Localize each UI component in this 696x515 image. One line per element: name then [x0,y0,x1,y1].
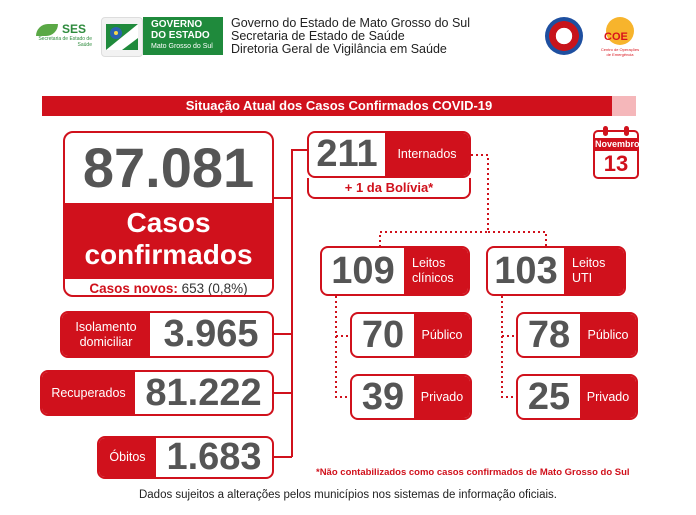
clinicos-privado-value: 39 [361,375,405,418]
clinicos-privado-card [350,374,472,420]
connector-clin-pub [336,296,350,336]
uti-publico-value: 78 [527,313,571,356]
org-line3: Diretoria Geral de Vigilância em Saúde [231,42,447,56]
confirmed-card [63,131,274,297]
recuperados-value: 81.222 [145,371,262,414]
connector-uti-pub [502,296,516,336]
leitos-clinicos-value: 109 [331,249,395,292]
clinicos-privado-label: Privado [414,376,470,418]
confirmed-label-line1: Casos [126,207,211,238]
uti-privado-value: 25 [527,375,571,418]
calendar-ring-left [603,126,608,136]
connector-intern-uti [488,232,546,246]
gov-line1: GOVERNO [151,19,203,30]
date-day: 13 [603,151,629,176]
gov-line3: Mato Grosso do Sul [151,43,213,50]
obitos-label: Óbitos [99,438,156,477]
page-title: Situação Atual dos Casos Confirmados COVID-19 [42,96,636,116]
obitos-card [97,436,274,479]
date-month: Novembro [595,139,640,149]
connector-uti-pri [502,336,516,397]
recuperados-label: Recuperados [42,372,135,414]
uti-privado-card [516,374,638,420]
isolamento-card [60,311,274,358]
uti-publico-label: Público [580,314,636,356]
confirmed-label-line2: confirmados [84,239,253,270]
recuperados-card [40,370,274,416]
gov-line2: DO ESTADO [151,30,210,41]
internados-card [307,131,471,178]
calendar-icon [593,130,639,179]
disclaimer: Dados sujeitos a alterações pelos municípios nos sistemas de informação oficiais. [138,489,558,501]
coe-label: COE [604,31,628,43]
org-line2: Secretaria de Estado de Saúde [231,29,405,43]
new-cases-value: 653 (0,8%) [181,281,248,296]
clinicos-publico-value: 70 [361,313,405,356]
connector-clin-pri [336,336,350,397]
leitos-clinicos-card [320,246,470,296]
uti-publico-card [516,312,638,358]
new-cases-label: Casos novos: [89,281,178,296]
ses-short: SES [62,22,87,36]
footnote: *Não contabilizados como casos confirmados de Mato Grosso do Sul [316,467,630,478]
coe-subtitle: Centro de Operações de Emergência [600,47,640,57]
leitos-uti-value: 103 [494,249,558,292]
internados-value: 211 [316,133,378,175]
confirmed-total: 87.081 [82,136,255,199]
calendar-ring-right [624,126,629,136]
ses-subtitle: Secretaria de Estado de Saúde [38,36,92,48]
clinicos-publico-card [350,312,472,358]
leitos-uti-card [486,246,626,296]
internados-label: Internados [385,133,469,176]
obitos-value: 1.683 [166,436,262,478]
clinicos-publico-label: Público [414,314,470,356]
internados-bolivia: + 1 da Bolívia* [307,178,471,199]
leitos-clinicos-label: Leitos clínicos [404,248,468,294]
isolamento-value: 3.965 [163,313,259,355]
connector-main-intern [274,150,307,198]
new-cases [65,281,272,296]
confirmed-label-box [65,203,272,279]
org-line1: Governo do Estado de Mato Grosso do Sul [231,16,471,30]
uti-privado-label: Privado [580,376,636,418]
isolamento-label: Isolamento domiciliar [62,313,150,356]
leitos-uti-label: Leitos UTI [564,248,624,294]
